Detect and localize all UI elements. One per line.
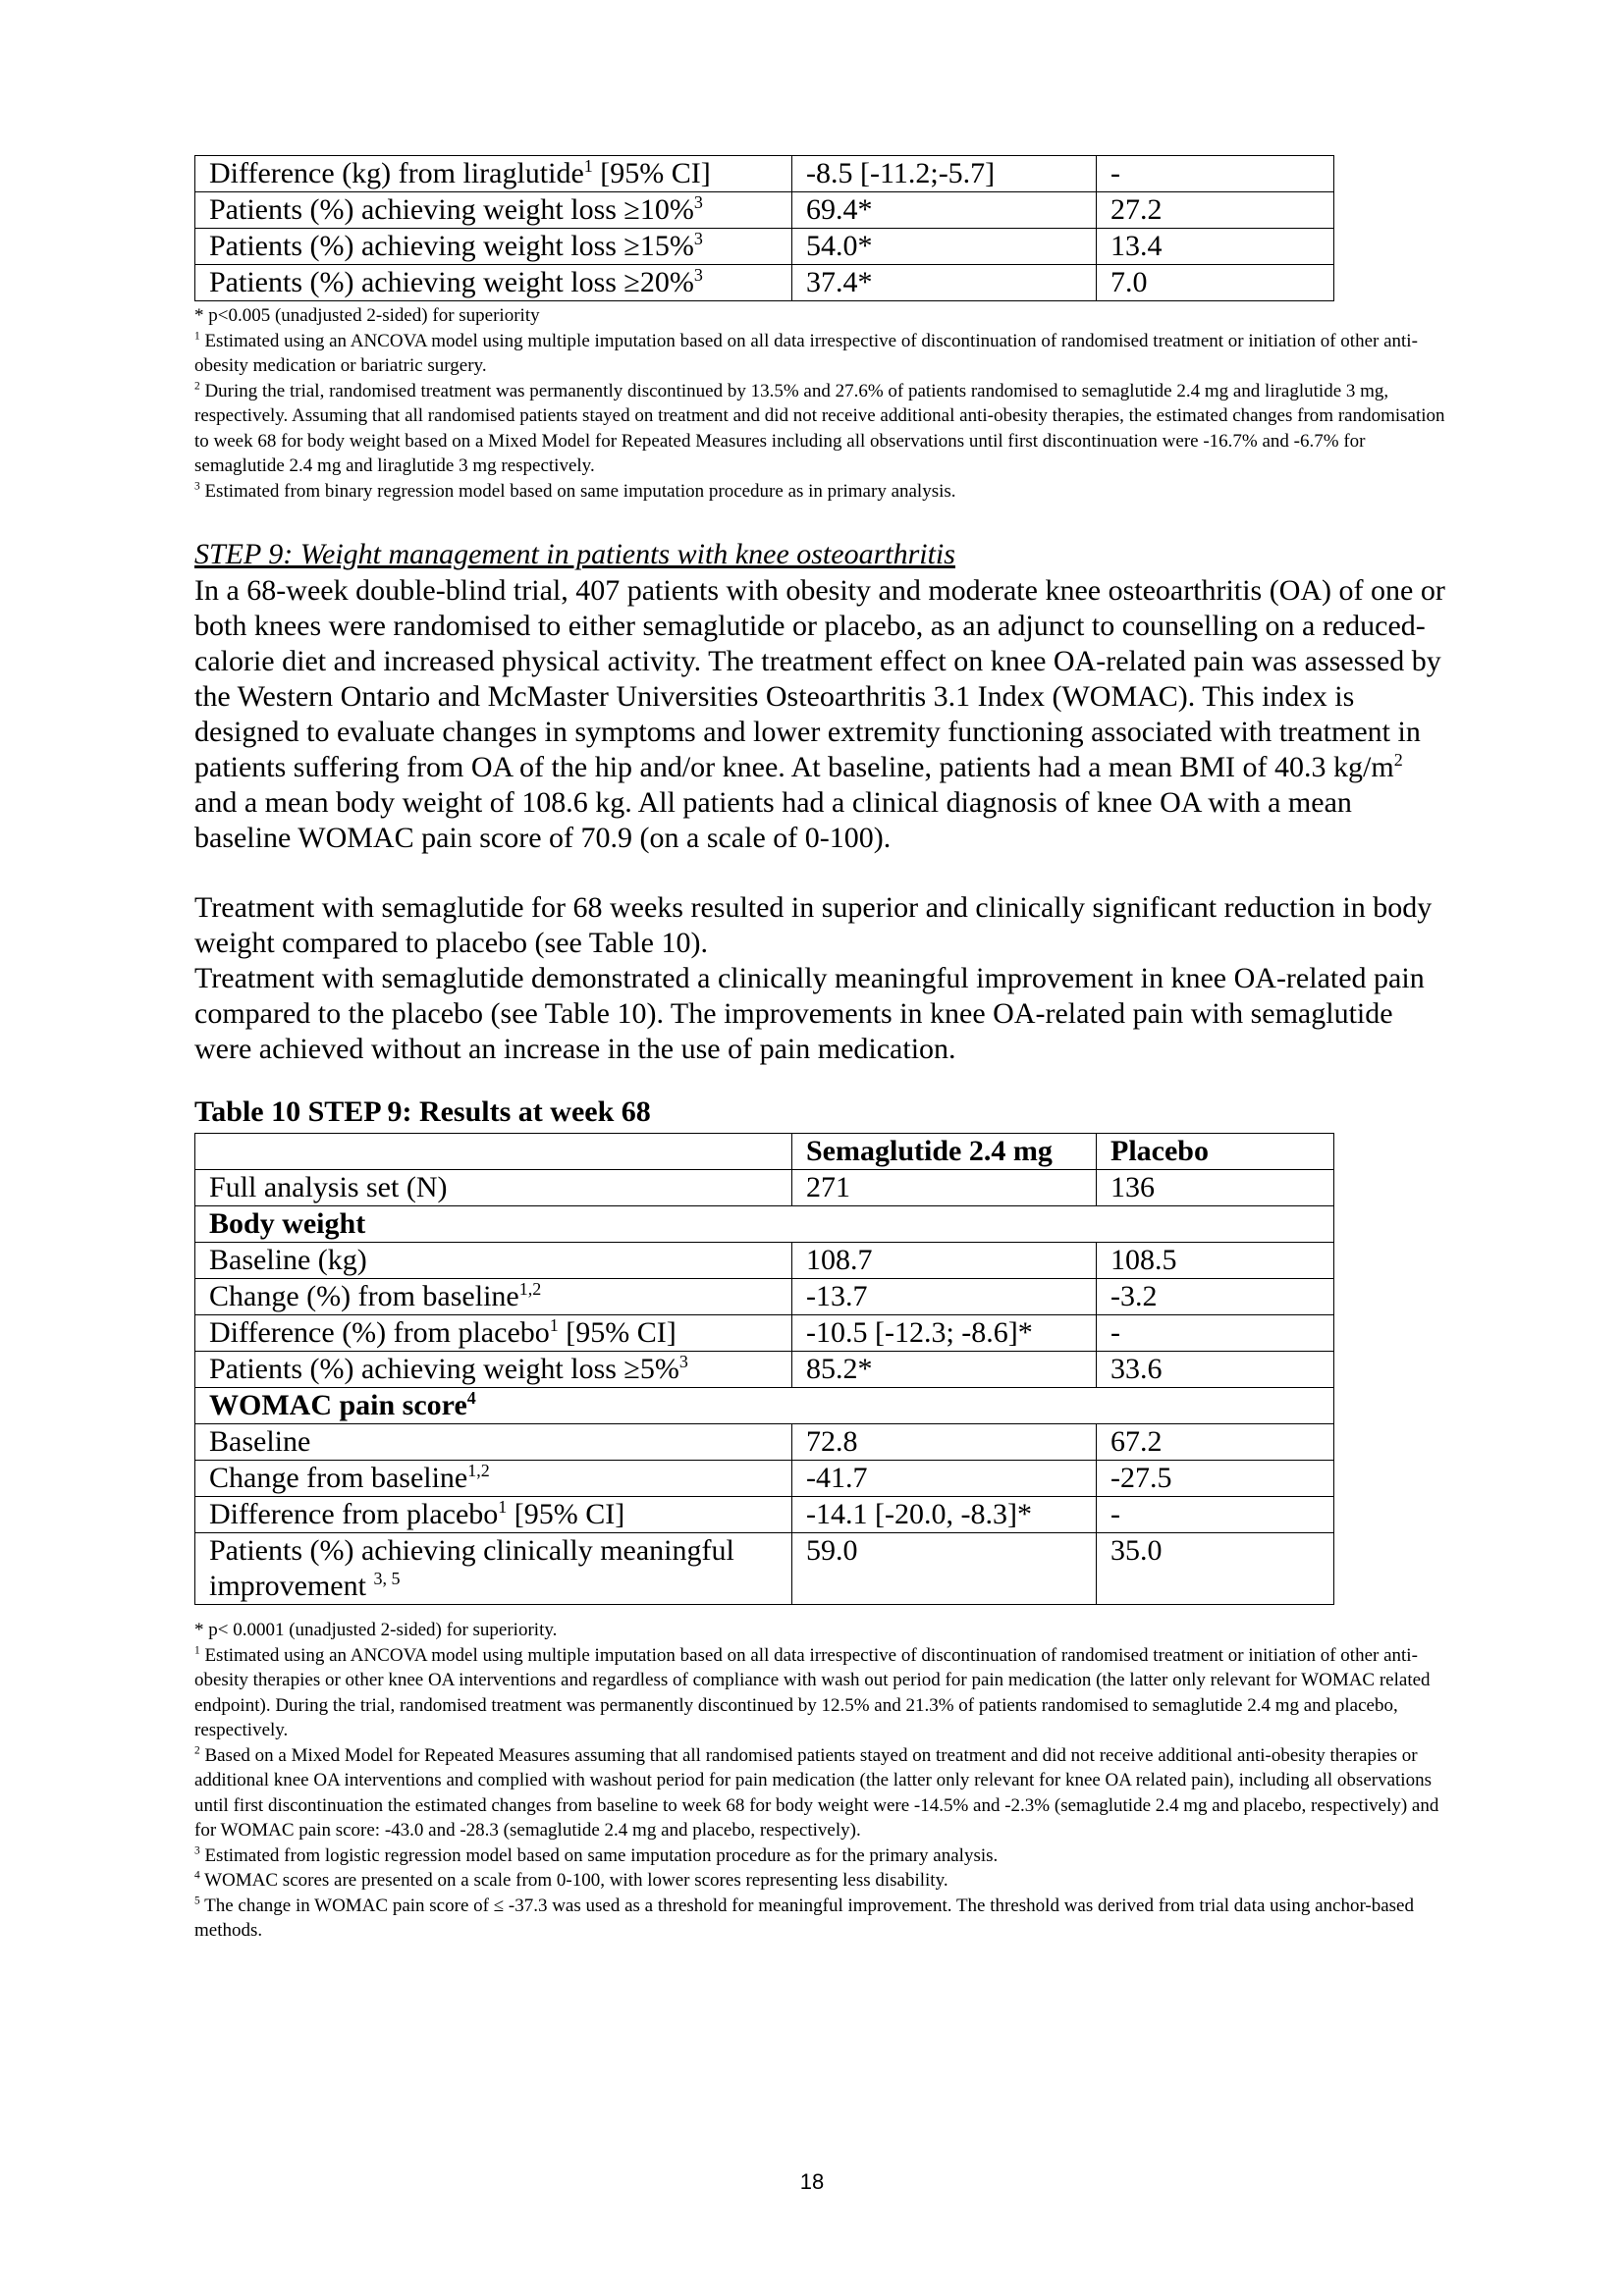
comparator-value: 7.0 (1097, 265, 1334, 301)
row-label: Difference (%) from placebo$^1$ [95% CI] (195, 1315, 792, 1352)
row-label: Difference (kg) from liraglutide$^1$ [95% CI] (195, 156, 792, 192)
row-label: Baseline (195, 1424, 792, 1461)
footnote-2: $^2$ During the trial, randomised treatment was permanently discontinued by 13.5% and 27.6% of patients randomised to semaglutide 2.4 mg and liraglutide 3 mg, respectively. Assuming that all randomised patients stayed on treatment and did not receive additional anti-obesity therapies, the estimated changes from randomisation to week 68 for body weight based on a Mixed Model for Repeated Measures including all observations until first discontinuation were -16.7% and -6.7% for semaglutide 2.4 mg and liraglutide 3 mg respectively. (194, 380, 1445, 476)
table-top-body (195, 156, 1334, 301)
table-row (195, 1424, 1334, 1461)
comparator-value: - (1097, 156, 1334, 192)
section-heading: STEP 9: Weight management in patients with knee osteoarthritis (194, 538, 955, 570)
row-label: Patients (%) achieving weight loss ≥10%$^3$ (195, 192, 792, 229)
comparator-value: 67.2 (1097, 1424, 1334, 1461)
header-cell-empty (195, 1134, 792, 1170)
semaglutide-value: 85.2* (792, 1352, 1097, 1388)
row-label: Patients (%) achieving weight loss ≥15%$^3$ (195, 229, 792, 265)
semaglutide-value: 37.4* (792, 265, 1097, 301)
section-paragraph-3: Treatment with semaglutide demonstrated a clinically meaningful improvement in knee OA-related pain compared to the placebo (see Table 10). The improvements in knee OA-related pain with semaglutide were achieved without an increase in the use of pain medication. (194, 962, 1425, 1065)
comparator-value: 136 (1097, 1170, 1334, 1206)
header-semaglutide: Semaglutide 2.4 mg (792, 1134, 1097, 1170)
footnote-2: $^2$ Based on a Mixed Model for Repeated Measures assuming that all randomised patients stayed on treatment and did not receive additional anti-obesity therapies or additional knee OA interventions and complied with washout period for pain medication (the latter only relevant for knee OA related pain), including all observations until first discontinuation the estimated changes from baseline to week 68 for body weight were -14.5% and -2.3% (semaglutide 2.4 mg and placebo, respectively) and for WOMAC pain score: -43.0 and -28.3 (semaglutide 2.4 mg and placebo, respectively). (194, 1744, 1439, 1841)
row-label: Full analysis set (N) (195, 1170, 792, 1206)
comparator-value: -3.2 (1097, 1279, 1334, 1315)
semaglutide-value: 69.4* (792, 192, 1097, 229)
section-row-body-weight (195, 1206, 1334, 1243)
table-row (195, 229, 1334, 265)
page-number: 18 (799, 2169, 825, 2194)
semaglutide-value: -8.5 [-11.2;-5.7] (792, 156, 1097, 192)
table-top-continuation (194, 155, 1334, 301)
row-label: Patients (%) achieving clinically meaningful improvement $^{3, 5}$ (195, 1533, 792, 1605)
footnote-3: $^3$ Estimated from logistic regression model based on same imputation procedure as for the primary analysis. (194, 1844, 999, 1866)
section-row-womac (195, 1388, 1334, 1424)
footnotes-top (194, 303, 1451, 504)
table-row (195, 265, 1334, 301)
table-row (195, 1170, 1334, 1206)
table-row (195, 1352, 1334, 1388)
semaglutide-value: -14.1 [-20.0, -8.3]* (792, 1497, 1097, 1533)
semaglutide-value: -13.7 (792, 1279, 1097, 1315)
footnote-1: $^1$ Estimated using an ANCOVA model using multiple imputation based on all data irrespective of discontinuation of randomised treatment or initiation of other anti-obesity therapies or other knee OA interventions and regardless of compliance with wash out period for pain medication (the latter only relevant for WOMAC related endpoint). During the trial, randomised treatment was permanently discontinued by 12.5% and 21.3% of patients randomised to semaglutide 2.4 mg and placebo, respectively. (194, 1644, 1431, 1740)
comparator-value: 108.5 (1097, 1243, 1334, 1279)
table-10-caption: Table 10 STEP 9: Results at week 68 (194, 1095, 651, 1128)
table-10-body (195, 1134, 1334, 1605)
footnote-5: $^5$ The change in WOMAC pain score of ≤ -37.3 was used as a threshold for meaningful improvement. The threshold was derived from trial data using anchor-based methods. (194, 1895, 1414, 1941)
table-row (195, 1497, 1334, 1533)
row-label: Change from baseline$^{1,2}$ (195, 1461, 792, 1497)
row-label: Patients (%) achieving weight loss ≥5%$^3$ (195, 1352, 792, 1388)
semaglutide-value: -41.7 (792, 1461, 1097, 1497)
row-label: Difference from placebo$^1$ [95% CI] (195, 1497, 792, 1533)
comparator-value: 27.2 (1097, 192, 1334, 229)
row-label: Baseline (kg) (195, 1243, 792, 1279)
comparator-value: - (1097, 1497, 1334, 1533)
footnotes-bottom (194, 1618, 1451, 1944)
semaglutide-value: 59.0 (792, 1533, 1097, 1605)
semaglutide-value: 54.0* (792, 229, 1097, 265)
section-label: Body weight (195, 1206, 1334, 1243)
section-label: WOMAC pain score$^4$ (195, 1388, 1334, 1424)
footnote-3: $^3$ Estimated from binary regression model based on same imputation procedure as in primary analysis. (194, 480, 956, 502)
footnote-star: * p<0.005 (unadjusted 2-sided) for superiority (194, 305, 540, 326)
table-header-row (195, 1134, 1334, 1170)
comparator-value: 13.4 (1097, 229, 1334, 265)
row-label: Change (%) from baseline$^{1,2}$ (195, 1279, 792, 1315)
table-row (195, 1461, 1334, 1497)
table-row (195, 1243, 1334, 1279)
comparator-value: -27.5 (1097, 1461, 1334, 1497)
footnote-4: $^4$ WOMAC scores are presented on a scale from 0-100, with lower scores representing less disability. (194, 1869, 948, 1891)
table-row (195, 156, 1334, 192)
footnote-star: * p< 0.0001 (unadjusted 2-sided) for superiority. (194, 1620, 558, 1640)
table-row (195, 1533, 1334, 1605)
row-label: Patients (%) achieving weight loss ≥20%$^3$ (195, 265, 792, 301)
table-row (195, 1315, 1334, 1352)
semaglutide-value: 72.8 (792, 1424, 1097, 1461)
table-10 (194, 1133, 1334, 1605)
semaglutide-value: 271 (792, 1170, 1097, 1206)
comparator-value: 33.6 (1097, 1352, 1334, 1388)
section-paragraph-1: In a 68-week double-blind trial, 407 patients with obesity and moderate knee osteoarthritis (OA) of one or both knees were randomised to either semaglutide or placebo, as an adjunct to counselling on a reduced-calorie diet and increased physical activity. The treatment effect on knee OA-related pain was assessed by the Western Ontario and McMaster Universities Osteoarthritis 3.1 Index (WOMAC). This index is designed to evaluate changes in symptoms and lower extremity functioning associated with treatment in patients suffering from OA of the hip and/or knee. At baseline, patients had a mean BMI of 40.3 $kg/m^2$ and a mean body weight of 108.6 kg. All patients had a clinical diagnosis of knee OA with a mean baseline WOMAC pain score of 70.9 (on a scale of 0-100). (194, 574, 1445, 854)
comparator-value: 35.0 (1097, 1533, 1334, 1605)
header-placebo: Placebo (1097, 1134, 1334, 1170)
semaglutide-value: 108.7 (792, 1243, 1097, 1279)
comparator-value: - (1097, 1315, 1334, 1352)
footnote-1: $^1$ Estimated using an ANCOVA model using multiple imputation based on all data irrespective of discontinuation of randomised treatment or initiation of other anti-obesity medication or bariatric surgery. (194, 330, 1418, 376)
table-row (195, 1279, 1334, 1315)
table-row (195, 192, 1334, 229)
section-paragraph-2: Treatment with semaglutide for 68 weeks resulted in superior and clinically significant reduction in body weight compared to placebo (see Table 10). (194, 891, 1433, 959)
semaglutide-value: -10.5 [-12.3; -8.6]* (792, 1315, 1097, 1352)
